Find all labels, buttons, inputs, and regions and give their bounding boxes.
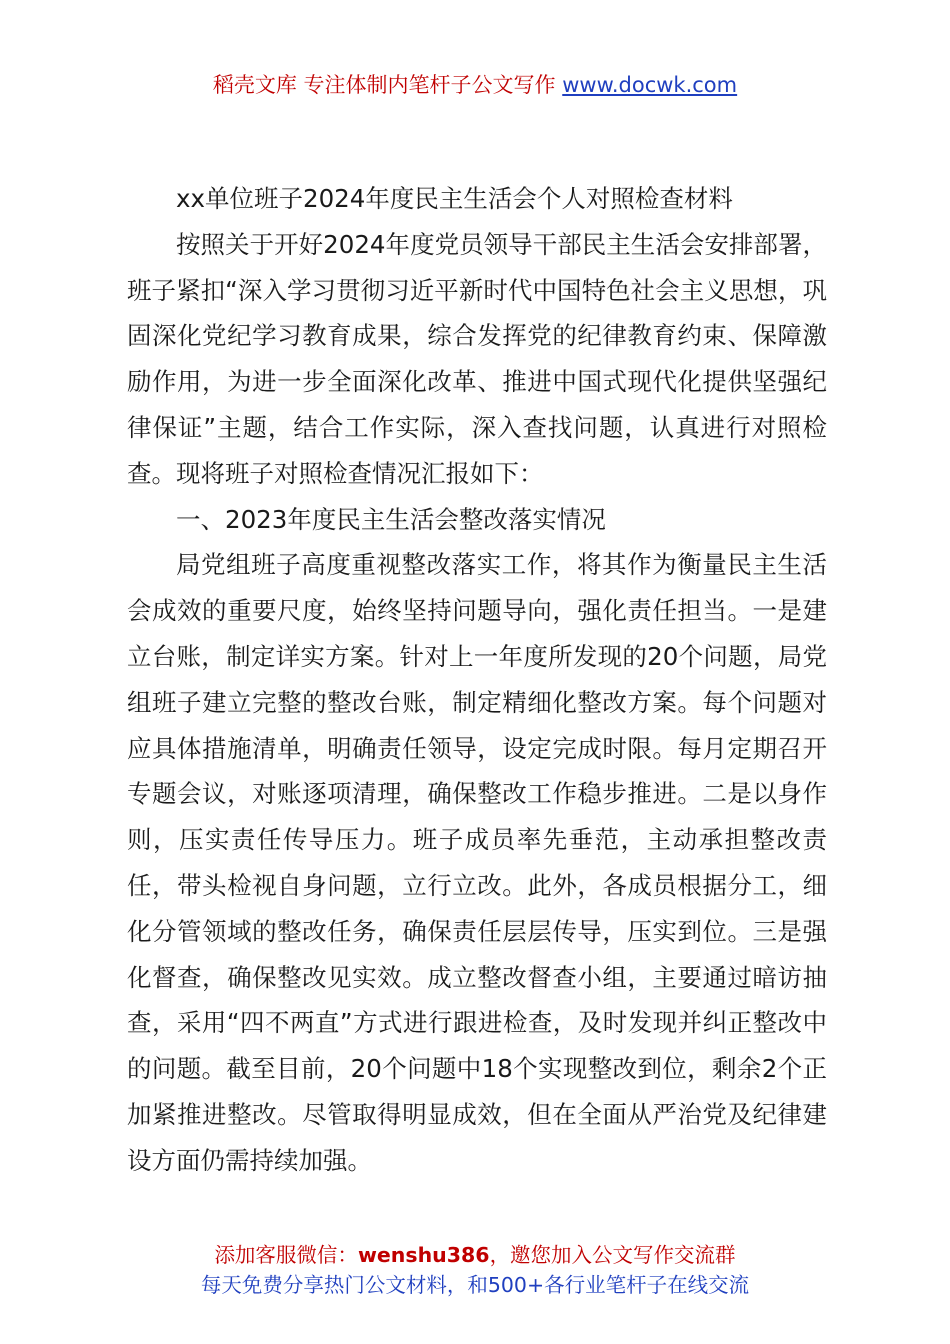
paragraph-section-1: 局党组班子高度重视整改落实工作，将其作为衡量民主生活会成效的重要尺度，始终坚持问题导向，强化责任担当。一是建立台账，制定详实方案。针对上一年度所发现的20个问题，局党组班子建立完整的整改台账，制定精细化整改方案。每个问题对应具体措施清单，明确责任领导，设定完成时限。每月定期召开专题会议，对账逐项清理，确保整改工作稳步推进。二是以身作则，压实责任传导压力。班子成员率先垂范，主动承担整改责任，带头检视自身问题，立行立改。此外，各成员根据分工，细化分管领域的整改任务，确保责任层层传导，压实到位。三是强化督查，确保整改见实效。成立整改督查小组，主要通过暗访抽查，采用“四不两直”方式进行跟进检查，及时发现并纠正整改中的问题。截至目前，20个问题中18个实现整改到位，剩余2个正加紧推进整改。尽管取得明显成效，但在全面从严治党及纪律建设方面仍需持续加强。 <box>127 550 827 1175</box>
brand-text: 稻壳文库 专注体制内笔杆子公文写作 <box>212 73 556 97</box>
footer-prefix: 添加客服微信： <box>214 1243 358 1267</box>
footer-line-1 <box>0 1240 950 1270</box>
promo-footer <box>0 1240 950 1300</box>
footer-suffix: ，邀您加入公文写作交流群 <box>489 1243 736 1267</box>
wechat-id: wenshu386 <box>357 1243 490 1267</box>
site-link[interactable]: www.docwk.com <box>562 73 738 97</box>
site-header <box>0 70 950 100</box>
paragraph-intro: 按照关于开好2024年度党员领导干部民主生活会安排部署，班子紧扣“深入学习贯彻习近平新时代中国特色社会主义思想，巩固深化党纪学习教育成果，综合发挥党的纪律教育约束、保障激励作用，为进一步全面深化改革、推进中国式现代化提供坚强纪律保证”主题，结合工作实际，深入查找问题，认真进行对照检查。现将班子对照检查情况汇报如下： <box>127 229 827 488</box>
document-title: xx单位班子2024年度民主生活会个人对照检查材料 <box>176 184 733 213</box>
footer-line-2: 每天免费分享热门公文材料，和500+各行业笔杆子在线交流 <box>200 1273 750 1297</box>
section-heading: 一、2023年度民主生活会整改落实情况 <box>176 504 606 534</box>
document-body <box>127 176 827 1184</box>
